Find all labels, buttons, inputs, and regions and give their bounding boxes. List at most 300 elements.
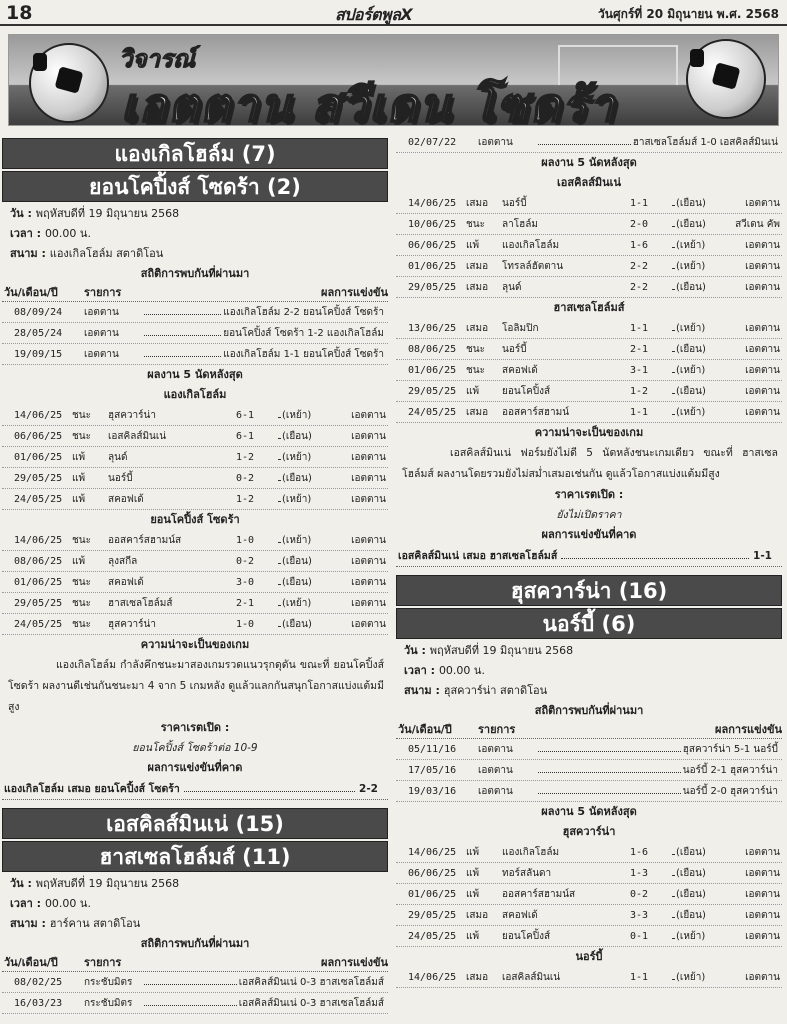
form-competition: เอตตาน xyxy=(351,619,386,630)
h2h-header xyxy=(2,284,388,302)
dot-leader xyxy=(672,402,674,415)
form-score: 1-2 xyxy=(236,452,255,463)
h2h-row xyxy=(2,323,388,344)
form-score: 1-1 xyxy=(630,407,649,418)
form-competition: เอตตาน xyxy=(351,473,386,484)
form-opponent: ฮาสเซลโฮล์มส์ xyxy=(108,598,173,609)
form-date: 01/06/25 xyxy=(14,577,63,588)
match-time-label: เวลา : xyxy=(404,664,436,677)
dot-leader xyxy=(278,468,280,481)
match-time-value: 00.00 น. xyxy=(438,664,485,677)
form-opponent: แองเกิลโฮล์ม xyxy=(502,847,560,858)
match-day xyxy=(396,641,782,661)
form-row xyxy=(396,277,782,298)
form-competition: เอตตาน xyxy=(745,261,780,272)
form-score: 1-2 xyxy=(630,386,649,397)
form-score: 1-2 xyxy=(236,494,255,505)
dot-leader xyxy=(672,318,674,331)
form-competition: เอตตาน xyxy=(351,577,386,588)
form-row xyxy=(396,318,782,339)
form-date: 29/05/25 xyxy=(14,598,63,609)
form-row xyxy=(2,551,388,572)
form-outcome: แพ้ xyxy=(72,556,86,567)
dot-leader xyxy=(278,405,280,418)
form-venue: (เหย้า) xyxy=(676,407,706,418)
h2h-row xyxy=(396,760,782,781)
section-gap xyxy=(396,567,782,573)
match-venue-label: สนาม : xyxy=(10,917,46,930)
h2h-date-header: วัน/เดือน/ปี xyxy=(4,956,58,969)
team-form-title: เอสคิลส์มินเน่ xyxy=(557,176,621,189)
form-venue: (เหย้า) xyxy=(676,972,706,983)
chance-title: ความน่าจะเป็นของเกม xyxy=(140,638,250,651)
form-row xyxy=(396,235,782,256)
form-score: 1-1 xyxy=(630,198,649,209)
form-opponent: แองเกิลโฮล์ม xyxy=(502,240,560,251)
form-score: 2-2 xyxy=(630,282,649,293)
form-score: 0-2 xyxy=(236,473,255,484)
team-form-title: ฮาสเซลโฮล์มส์ xyxy=(553,301,625,314)
form-outcome: ชนะ xyxy=(466,365,485,376)
form-opponent: โอลิมปิก xyxy=(502,323,539,334)
prediction-text: เอสคิลส์มินเน่ เสมอ ฮาสเซลโฮล์มส์ xyxy=(398,550,558,562)
last5-title: ผลงาน 5 นัดหลังสุด xyxy=(541,805,637,818)
dot-leader xyxy=(672,842,674,855)
h2h-row xyxy=(396,739,782,760)
match-time xyxy=(2,894,388,914)
dot-leader xyxy=(538,739,681,752)
form-venue: (เยือน) xyxy=(282,556,312,567)
form-outcome: ชนะ xyxy=(72,410,91,421)
prediction-title: ผลการแข่งขันที่คาด xyxy=(541,528,637,541)
h2h-header xyxy=(2,954,388,972)
match-venue-value: ฮุสควาร์น่า สตาดิโอน xyxy=(443,684,548,697)
form-competition: เอตตาน xyxy=(351,452,386,463)
match-venue xyxy=(396,681,782,701)
dot-leader xyxy=(144,302,221,315)
form-date: 14/06/25 xyxy=(408,198,457,209)
form-competition: เอตตาน xyxy=(745,240,780,251)
match-date: 08/02/25 xyxy=(14,977,63,988)
form-date: 06/06/25 xyxy=(408,868,457,879)
form-row xyxy=(396,842,782,863)
match-venue xyxy=(2,914,388,934)
team-form-title: ฮุสควาร์น่า xyxy=(562,825,616,838)
team-bar-away: นอร์บี้ (6) xyxy=(396,608,782,639)
form-date: 29/05/25 xyxy=(408,910,457,921)
form-score: 6-1 xyxy=(236,431,255,442)
dot-leader xyxy=(278,593,280,606)
match-venue-value: แองเกิลโฮล์ม สตาดิโอน xyxy=(49,247,164,260)
form-venue: (เยือน) xyxy=(676,847,706,858)
form-opponent: โทรลล์ฮัตตาน xyxy=(502,261,564,272)
odds-title: ราคาเรตเปิด : xyxy=(160,721,230,734)
match-venue-label: สนาม : xyxy=(404,684,440,697)
form-score: 1-0 xyxy=(236,535,255,546)
form-row xyxy=(396,360,782,381)
dot-leader xyxy=(538,781,681,794)
form-venue: (เหย้า) xyxy=(676,261,706,272)
competition: เอตตาน xyxy=(478,786,513,797)
form-competition: เอตตาน xyxy=(745,931,780,942)
dot-leader xyxy=(538,760,681,773)
match-time-label: เวลา : xyxy=(10,897,42,910)
form-score: 0-2 xyxy=(236,556,255,567)
form-score: 3-0 xyxy=(236,577,255,588)
form-competition: เอตตาน xyxy=(745,847,780,858)
form-score: 1-6 xyxy=(630,847,649,858)
h2h-title: สถิติการพบกันที่ผ่านมา xyxy=(140,267,250,280)
form-venue: (เหย้า) xyxy=(282,535,312,546)
h2h-match-header: รายการ xyxy=(478,723,516,736)
form-outcome: ชนะ xyxy=(72,598,91,609)
banner-subtitle: วิจารณ์ xyxy=(119,45,196,73)
form-outcome: เสมอ xyxy=(466,972,489,983)
form-row xyxy=(396,381,782,402)
form-competition: เอตตาน xyxy=(745,365,780,376)
dot-leader xyxy=(144,344,221,357)
form-venue: (เหย้า) xyxy=(282,598,312,609)
dot-leader xyxy=(672,926,674,939)
form-date: 29/05/25 xyxy=(408,386,457,397)
form-opponent: นอร์บี้ xyxy=(502,344,527,355)
form-row xyxy=(2,489,388,510)
match-time xyxy=(396,661,782,681)
team-bar-away: ฮาสเซลโฮล์มส์ (11) xyxy=(2,841,388,872)
form-venue: (เยือน) xyxy=(676,219,706,230)
form-outcome: แพ้ xyxy=(466,889,480,900)
form-row xyxy=(396,339,782,360)
competition: กระชับมิตร xyxy=(84,977,133,988)
team-form-title: นอร์บี้ xyxy=(575,950,603,963)
form-score: 0-1 xyxy=(630,931,649,942)
dot-leader xyxy=(278,447,280,460)
form-date: 13/06/25 xyxy=(408,323,457,334)
form-score: 1-1 xyxy=(630,323,649,334)
match-result: ฮุสควาร์น่า 5-1 นอร์บี้ xyxy=(682,744,778,755)
form-outcome: ชนะ xyxy=(72,431,91,442)
form-competition: เอตตาน xyxy=(745,972,780,983)
prediction-score: 2-2 xyxy=(359,783,378,795)
dot-leader xyxy=(672,339,674,352)
form-row xyxy=(396,193,782,214)
last5-title: ผลงาน 5 นัดหลังสุด xyxy=(541,156,637,169)
form-competition: เอตตาน xyxy=(351,598,386,609)
football-icon xyxy=(29,43,109,123)
page-header xyxy=(0,0,787,26)
dot-leader xyxy=(672,863,674,876)
competition: เอตตาน xyxy=(478,765,513,776)
form-row xyxy=(2,530,388,551)
match-venue-value: ฮาร์คาน สตาดิโอน xyxy=(49,917,141,930)
form-opponent: ฮุสควาร์น่า xyxy=(108,410,156,421)
form-outcome: แพ้ xyxy=(466,868,480,879)
form-venue: (เหย้า) xyxy=(282,494,312,505)
match-time-value: 00.00 น. xyxy=(44,897,91,910)
match-time xyxy=(2,224,388,244)
form-row xyxy=(2,468,388,489)
competition: เอตตาน xyxy=(478,137,513,148)
form-date: 01/06/25 xyxy=(408,261,457,272)
form-opponent: ทอร์สลันดา xyxy=(502,868,552,879)
h2h-match-header: รายการ xyxy=(84,286,122,299)
match-result: แองเกิลโฮล์ม 1-1 ยอนโคปิ้งส์ โซดร้า xyxy=(223,349,384,360)
form-competition: เอตตาน xyxy=(351,535,386,546)
form-row xyxy=(2,593,388,614)
form-competition: เอตตาน xyxy=(745,868,780,879)
dot-leader xyxy=(184,778,355,792)
last5-title: ผลงาน 5 นัดหลังสุด xyxy=(147,368,243,381)
form-outcome: ชนะ xyxy=(72,535,91,546)
form-row xyxy=(396,256,782,277)
form-opponent: สคอฟเด้ xyxy=(108,577,144,588)
prediction-score: 1-1 xyxy=(753,550,772,562)
dot-leader xyxy=(672,884,674,897)
form-venue: (เหย้า) xyxy=(282,410,312,421)
match-result: นอร์บี้ 2-1 ฮุสควาร์น่า xyxy=(682,765,778,776)
match-time-label: เวลา : xyxy=(10,227,42,240)
competition: เอตตาน xyxy=(84,328,119,339)
dot-leader xyxy=(144,993,237,1006)
form-outcome: แพ้ xyxy=(72,452,86,463)
form-outcome: เสมอ xyxy=(466,323,489,334)
form-venue: (เยือน) xyxy=(282,431,312,442)
form-opponent: ลุนด์ xyxy=(502,282,522,293)
form-outcome: แพ้ xyxy=(72,473,86,484)
prediction-title: ผลการแข่งขันที่คาด xyxy=(147,761,243,774)
dot-leader xyxy=(672,967,674,980)
match-day-label: วัน : xyxy=(10,877,32,890)
form-venue: (เหย้า) xyxy=(282,452,312,463)
match-result: ฮาสเซลโฮล์มส์ 1-0 เอสคิลส์มินเน่ xyxy=(632,137,778,148)
match-day xyxy=(2,204,388,224)
form-date: 08/06/25 xyxy=(408,344,457,355)
form-venue: (เหย้า) xyxy=(676,323,706,334)
form-date: 24/05/25 xyxy=(408,407,457,418)
match-day-label: วัน : xyxy=(10,207,32,220)
match-result: ยอนโคปิ้งส์ โซดร้า 1-2 แองเกิลโฮล์ม xyxy=(223,328,384,339)
dot-leader xyxy=(144,323,221,336)
form-row xyxy=(2,572,388,593)
form-score: 6-1 xyxy=(236,410,255,421)
form-date: 08/06/25 xyxy=(14,556,63,567)
form-score: 2-0 xyxy=(630,219,649,230)
form-opponent: ยอนโคปิ้งส์ xyxy=(502,386,551,397)
form-date: 06/06/25 xyxy=(14,431,63,442)
dot-leader xyxy=(278,426,280,439)
form-opponent: เอสคิลส์มินเน่ xyxy=(108,431,167,442)
form-row xyxy=(2,405,388,426)
form-venue: (เหย้า) xyxy=(676,931,706,942)
h2h-row xyxy=(2,972,388,993)
form-venue: (เยือน) xyxy=(676,344,706,355)
form-outcome: เสมอ xyxy=(466,910,489,921)
form-score: 1-1 xyxy=(630,972,649,983)
competition: เอตตาน xyxy=(478,744,513,755)
issue-date: วันศุกร์ที่ 20 มิถุนายน พ.ศ. 2568 xyxy=(598,7,779,21)
title-banner xyxy=(8,34,779,126)
competition: เอตตาน xyxy=(84,349,119,360)
form-score: 3-1 xyxy=(630,365,649,376)
form-date: 29/05/25 xyxy=(408,282,457,293)
football-icon xyxy=(686,39,766,119)
h2h-row xyxy=(396,132,782,153)
form-score: 1-0 xyxy=(236,619,255,630)
match-day-value: พฤหัสบดีที่ 19 มิถุนายน 2568 xyxy=(35,207,180,220)
h2h-date-header: วัน/เดือน/ปี xyxy=(398,723,452,736)
section-gap xyxy=(2,800,388,806)
team-form-title: ยอนโคปิ้งส์ โซดร้า xyxy=(150,513,240,526)
match-day-label: วัน : xyxy=(404,644,426,657)
form-row xyxy=(396,905,782,926)
form-score: 2-2 xyxy=(630,261,649,272)
h2h-row xyxy=(2,344,388,365)
h2h-row xyxy=(2,993,388,1014)
h2h-header xyxy=(396,721,782,739)
team-bar-home: แองเกิลโฮล์ม (7) xyxy=(2,138,388,169)
form-venue: (เหย้า) xyxy=(676,240,706,251)
form-competition: เอตตาน xyxy=(351,556,386,567)
form-date: 01/06/25 xyxy=(14,452,63,463)
dot-leader xyxy=(278,530,280,543)
h2h-row xyxy=(396,781,782,802)
analysis-text: เอสคิลส์มินเน่ ฟอร์มยังไม่ดี 5 นัดหลังชนะเกมเดียว ขณะที่ ฮาสเซลโฮล์มส์ ผลงานโดยรวมยังไม่สม่ำเสมอเช่นกัน ดูแล้วโอกาสแบ่งแต้มมีสูง xyxy=(402,447,778,480)
form-competition: เอตตาน xyxy=(745,323,780,334)
prediction-row xyxy=(396,545,782,567)
form-outcome: ชนะ xyxy=(72,577,91,588)
form-competition: เอตตาน xyxy=(745,889,780,900)
dot-leader xyxy=(672,360,674,373)
form-outcome: แพ้ xyxy=(466,847,480,858)
dot-leader xyxy=(672,381,674,394)
form-date: 24/05/25 xyxy=(14,494,63,505)
dot-leader xyxy=(144,972,237,985)
form-date: 01/06/25 xyxy=(408,365,457,376)
form-opponent: ฮุสควาร์น่า xyxy=(108,619,156,630)
form-opponent: ออสคาร์สฮามน์ส xyxy=(502,889,576,900)
dot-leader xyxy=(672,235,674,248)
form-opponent: ลาโฮล์ม xyxy=(502,219,538,230)
match-date: 28/05/24 xyxy=(14,328,63,339)
dot-leader xyxy=(561,545,749,559)
form-venue: (เยือน) xyxy=(676,198,706,209)
chance-title: ความน่าจะเป็นของเกม xyxy=(534,426,644,439)
form-venue: (เยือน) xyxy=(282,577,312,588)
dot-leader xyxy=(672,214,674,227)
competition: กระชับมิตร xyxy=(84,998,133,1009)
h2h-title: สถิติการพบกันที่ผ่านมา xyxy=(534,704,644,717)
form-row xyxy=(396,214,782,235)
match-day-value: พฤหัสบดีที่ 19 มิถุนายน 2568 xyxy=(35,877,180,890)
form-opponent: นอร์บี้ xyxy=(502,198,527,209)
form-outcome: เสมอ xyxy=(466,407,489,418)
form-date: 14/06/25 xyxy=(408,847,457,858)
dot-leader xyxy=(278,572,280,585)
form-row xyxy=(2,447,388,468)
form-outcome: ชนะ xyxy=(466,344,485,355)
form-outcome: เสมอ xyxy=(466,282,489,293)
form-date: 01/06/25 xyxy=(408,889,457,900)
form-competition: เอตตาน xyxy=(351,410,386,421)
page-number: 18 xyxy=(6,2,33,24)
dot-leader xyxy=(672,256,674,269)
team-bar-home: ฮุสควาร์น่า (16) xyxy=(396,575,782,606)
match-result: เอสคิลส์มินเน่ 0-3 ฮาสเซลโฮล์มส์ xyxy=(238,977,384,988)
team-bar-home: เอสคิลส์มินเน่ (15) xyxy=(2,808,388,839)
form-competition: เอตตาน xyxy=(351,431,386,442)
odds-title: ราคาเรตเปิด : xyxy=(554,488,624,501)
form-outcome: ชนะ xyxy=(466,219,485,230)
form-date: 10/06/25 xyxy=(408,219,457,230)
h2h-match-header: รายการ xyxy=(84,956,122,969)
form-venue: (เยือน) xyxy=(676,282,706,293)
dot-leader xyxy=(278,551,280,564)
form-score: 1-3 xyxy=(630,868,649,879)
match-date: 02/07/22 xyxy=(408,137,457,148)
left-column xyxy=(2,136,388,1014)
competition: เอตตาน xyxy=(84,307,119,318)
form-outcome: เสมอ xyxy=(466,261,489,272)
form-opponent: เอสคิลส์มินเน่ xyxy=(502,972,561,983)
team-form-title: แองเกิลโฮล์ม xyxy=(163,388,227,401)
form-opponent: ลุนด์ xyxy=(108,452,128,463)
match-day xyxy=(2,874,388,894)
brand-logo: สปอร์ตพูลX xyxy=(335,5,413,24)
form-opponent: ออสคาร์สฮามน์ส xyxy=(108,535,182,546)
form-competition: เอตตาน xyxy=(745,282,780,293)
h2h-title: สถิติการพบกันที่ผ่านมา xyxy=(140,937,250,950)
form-row xyxy=(396,967,782,988)
dot-leader xyxy=(672,905,674,918)
form-row xyxy=(396,884,782,905)
team-bar-away: ยอนโคปิ้งส์ โซดร้า (2) xyxy=(2,171,388,202)
match-venue xyxy=(2,244,388,264)
odds-value: ยังไม่เปิดราคา xyxy=(556,509,622,521)
form-score: 2-1 xyxy=(630,344,649,355)
form-competition: เอตตาน xyxy=(745,407,780,418)
form-opponent: ออสคาร์สฮามน์ xyxy=(502,407,570,418)
form-date: 24/05/25 xyxy=(14,619,63,630)
form-opponent: ลุงสกีล xyxy=(108,556,138,567)
dot-leader xyxy=(538,132,631,145)
h2h-result-header: ผลการแข่งขัน xyxy=(321,286,388,299)
dot-leader xyxy=(278,614,280,627)
right-column xyxy=(396,132,782,988)
form-competition: เอตตาน xyxy=(351,494,386,505)
form-row xyxy=(396,402,782,423)
form-outcome: ชนะ xyxy=(72,619,91,630)
form-row xyxy=(2,426,388,447)
form-venue: (เยือน) xyxy=(282,473,312,484)
match-date: 19/03/16 xyxy=(408,786,457,797)
match-date: 16/03/23 xyxy=(14,998,63,1009)
form-outcome: แพ้ xyxy=(466,240,480,251)
match-day-value: พฤหัสบดีที่ 19 มิถุนายน 2568 xyxy=(429,644,574,657)
match-result: แองเกิลโฮล์ม 2-2 ยอนโคปิ้งส์ โซดร้า xyxy=(223,307,384,318)
form-score: 1-6 xyxy=(630,240,649,251)
banner-title: เอตตาน สวีเดน โซดร้า xyxy=(121,78,617,126)
form-outcome: แพ้ xyxy=(72,494,86,505)
form-date: 14/06/25 xyxy=(408,972,457,983)
form-opponent: สคอฟเด้ xyxy=(502,365,538,376)
form-venue: (เยือน) xyxy=(676,386,706,397)
form-date: 14/06/25 xyxy=(14,410,63,421)
form-opponent: นอร์บี้ xyxy=(108,473,133,484)
match-result: เอสคิลส์มินเน่ 0-3 ฮาสเซลโฮล์มส์ xyxy=(238,998,384,1009)
form-competition: เอตตาน xyxy=(745,344,780,355)
analysis-text: แองเกิลโฮล์ม กำลังคึกชนะมาสองเกมรวดแนวรุกดุดัน ขณะที่ ยอนโคปิ้งส์ โซดร้า ผลงานดีเช่นกันชนะมา 4 จาก 5 เกมหลัง ดูแล้วแลกกันสนุกโอกาสแบ่งแต้มมีสูง xyxy=(8,659,384,713)
h2h-row xyxy=(2,302,388,323)
